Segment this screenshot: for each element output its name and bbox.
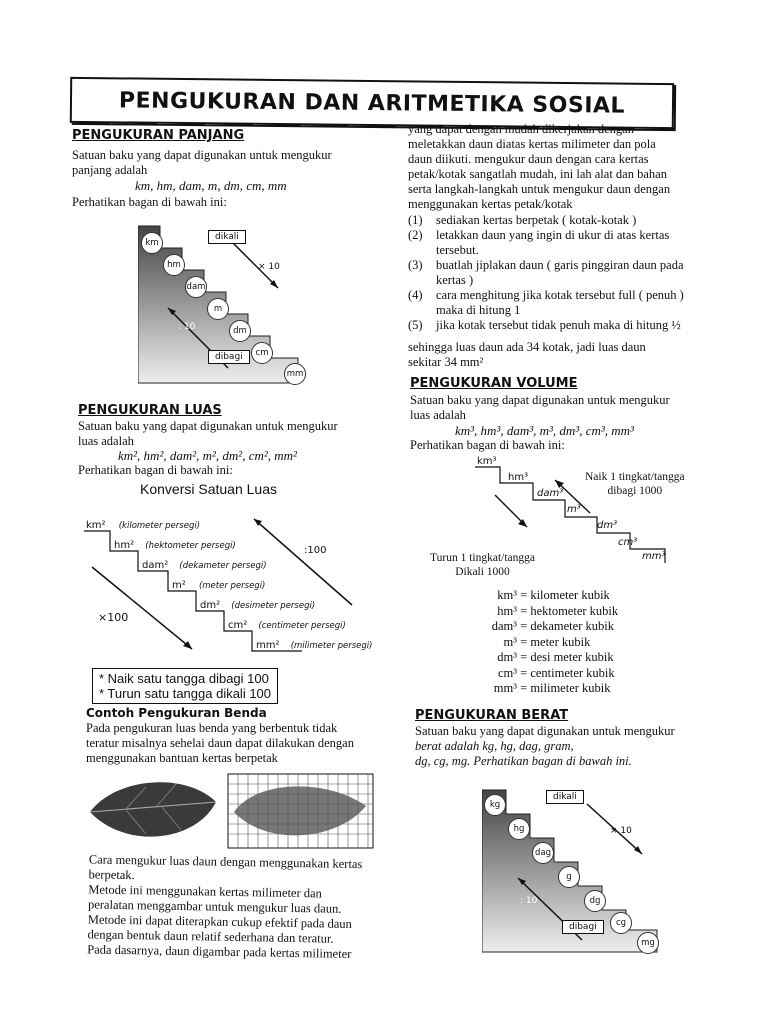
berat-intro: Satuan baku yang dapat digunakan untuk mengukur berat adalah kg, hg, dag, gram, dg, cg, mg. Perhatikan bagan di bawah ini. xyxy=(415,724,675,768)
heading-berat: PENGUKURAN BERAT xyxy=(415,708,569,723)
luas-notes: * Naik satu tangga dibagi 100 * Turun satu tangga dikali 100 xyxy=(92,668,278,704)
up-label: Naik 1 tingkat/tangga dibagi 1000 xyxy=(585,471,685,497)
dikali-tag: dikali xyxy=(208,230,246,244)
luas-chart-title: Konversi Satuan Luas xyxy=(140,481,277,497)
leaf-plain-image xyxy=(90,782,216,836)
step-4: (4) cara menghitung jika kotak tersebut full ( penuh ) maka di hitung 1 xyxy=(408,288,684,317)
volume-units: km³, hm³, dam³, m³, dm³, cm³, mm³ xyxy=(455,423,634,438)
leaf-method-text: yang dapat dengan mudah dikerjakan dengan meletakkan daun diatas kertas milimeter dan pola daun diikuti. mengukur daun dengan cara kertas petak/kotak sangatlah mudah, ini lah alat dan bahan serta langkah-langkah untuk mengukur daun dengan menggunakan kertas petak/kotak xyxy=(408,122,671,211)
leaf-grid-image xyxy=(228,774,373,848)
leaf-result: sehingga luas daun ada 34 kotak, jadi luas daun sekitar 34 mm² xyxy=(408,340,646,369)
volume-intro: Satuan baku yang dapat digunakan untuk mengukur luas adalah xyxy=(410,393,670,422)
step-dm: dm xyxy=(229,320,251,342)
volume-definitions: km³ = kilometer kubik hm³ = hektometer kubik dam³ = dekameter kubik m³ = meter kubik dm³ = desi meter kubik cm³ = centimeter kubik mm³ = milimeter kubik xyxy=(491,588,619,695)
panjang-units: km, hm, dam, m, dm, cm, mm xyxy=(135,178,287,193)
div10-label-berat: : 10 xyxy=(520,896,538,906)
step-m: m xyxy=(207,298,229,320)
step-2: (2) letakkan daun yang ingin di ukur di atas kertas tersebut. xyxy=(408,228,670,257)
step-dag: dag xyxy=(532,842,554,864)
weight-staircase xyxy=(482,780,667,955)
step-hm: hm xyxy=(163,254,185,276)
dikali-tag-berat: dikali xyxy=(546,790,584,804)
contoh-p1: Pada pengukuran luas benda yang berbentuk tidak teratur misalnya sehelai daun dapat dilakukan dengan menggunakan bantuan kertas berpetak xyxy=(86,721,354,765)
area-staircase: km² (kilometer persegi) hm² (hektometer persegi) dam² (dekameter persegi) m² (meter persegi) dm² (desimeter persegi) cm² (centimeter persegi) mm² (milimeter persegi) :100 ×100 xyxy=(86,520,373,651)
luas-see: Perhatikan bagan di bawah ini: xyxy=(78,463,233,477)
step-1: (1) sediakan kertas berpetak ( kotak-kotak ) xyxy=(408,213,637,227)
x10-label: × 10 xyxy=(258,262,280,272)
dibagi-tag-berat: dibagi xyxy=(562,920,604,934)
step-hg: hg xyxy=(508,818,530,840)
step-dam: dam xyxy=(185,276,207,298)
step-3: (3) buatlah jiplakan daun ( garis pinggiran daun pada kertas ) xyxy=(408,258,684,287)
contoh-p2: Cara mengukur luas daun dengan menggunakan kertas berpetak. Metode ini menggunakan kertas milimeter dan peralatan menggambar untuk mengukur luas daun. Metode ini dapat diterapkan cukup efektif pada daun dengan bentuk daun relatif sederhana dan teratur. Pada dasarnya, daun digambar pada kertas milimeter xyxy=(87,852,363,961)
panjang-see: Perhatikan bagan di bawah ini: xyxy=(72,195,227,209)
leaf-figures xyxy=(86,772,376,850)
step-dg: dg xyxy=(584,890,606,912)
luas-intro: Satuan baku yang dapat digunakan untuk mengukur luas adalah xyxy=(78,419,338,448)
x100-label: ×100 xyxy=(98,611,129,624)
step-cg: cg xyxy=(610,912,632,934)
panjang-intro: Satuan baku yang dapat digunakan untuk mengukur panjang adalah xyxy=(72,148,332,177)
step-cm: cm xyxy=(251,342,273,364)
down-label: Turun 1 tingkat/tangga Dikali 1000 xyxy=(430,552,535,578)
luas-units: km², hm², dam², m², dm², cm², mm² xyxy=(118,448,297,463)
heading-volume: PENGUKURAN VOLUME xyxy=(410,376,578,391)
heading-panjang: PENGUKURAN PANJANG xyxy=(72,128,245,143)
step-5: (5) jika kotak tersebut tidak penuh maka di hitung ½ xyxy=(408,318,681,332)
heading-contoh: Contoh Pengukuran Benda xyxy=(86,706,267,720)
x10-label-berat: × 10 xyxy=(610,826,632,836)
dibagi-tag: dibagi xyxy=(208,350,250,364)
step-mg: mg xyxy=(637,932,659,954)
step-kg: kg xyxy=(484,794,506,816)
step-km: km xyxy=(141,232,163,254)
div100-label: :100 xyxy=(304,545,327,556)
step-mm: mm xyxy=(284,363,306,385)
div10-label: : 10 xyxy=(178,322,196,332)
page-title: PENGUKURAN DAN ARITMETIKA SOSIAL xyxy=(118,87,626,119)
volume-see: Perhatikan bagan di bawah ini: xyxy=(410,438,565,452)
length-staircase xyxy=(138,218,313,388)
step-g: g xyxy=(558,866,580,888)
leaf-steps-list xyxy=(408,213,708,333)
heading-luas: PENGUKURAN LUAS xyxy=(78,403,222,418)
volume-staircase: km³ hm³ dam³ m³ dm³ cm³ mm³ Naik 1 tingkat/tangga dibagi 1000 Turun 1 tingkat/tangga Dikali 1000 xyxy=(430,456,685,578)
